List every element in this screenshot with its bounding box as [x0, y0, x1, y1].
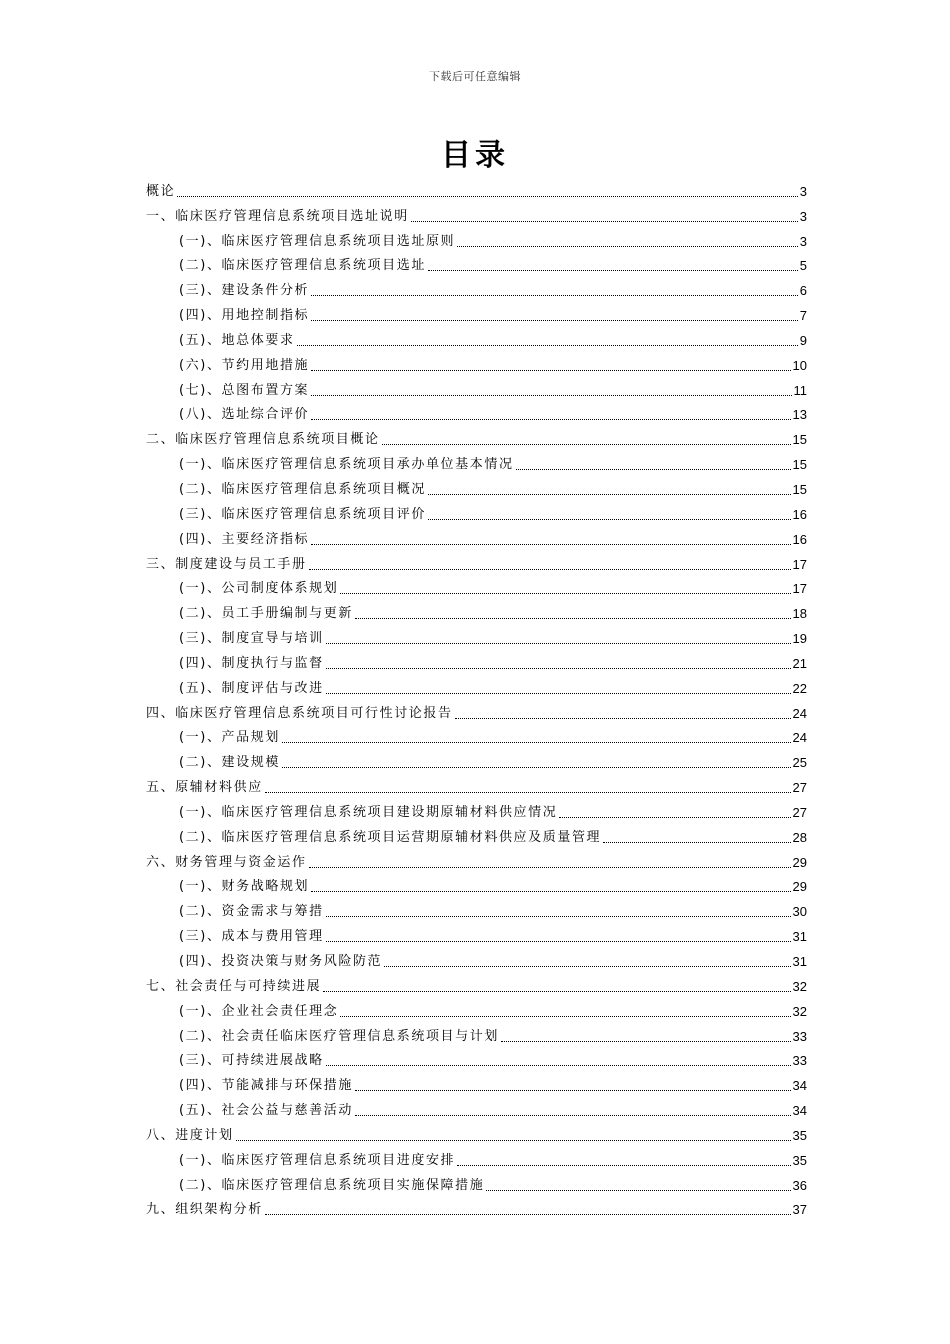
toc-entry-label: (三)、临床医疗管理信息系统项目评价 — [179, 506, 426, 522]
toc-entry[interactable] — [146, 1095, 807, 1120]
toc-entry-page-number: 24 — [792, 730, 807, 746]
toc-dot-leader — [311, 419, 790, 420]
toc-dot-leader — [384, 966, 790, 967]
toc-entry-label: (四)、投资决策与财务风险防范 — [179, 954, 383, 969]
toc-dot-leader — [311, 370, 790, 371]
toc-entry[interactable] — [146, 226, 807, 251]
toc-entry-page-number: 16 — [792, 531, 807, 547]
toc-entry[interactable] — [146, 400, 807, 425]
toc-entry-label: (一)、公司制度体系规划 — [179, 581, 339, 597]
table-of-contents — [146, 176, 807, 1219]
toc-entry[interactable] — [146, 946, 807, 971]
toc-entry-label: (二)、社会责任临床医疗管理信息系统项目与计划 — [179, 1028, 499, 1044]
toc-entry-page-number: 3 — [799, 233, 807, 249]
toc-entry-label: (三)、成本与费用管理 — [179, 929, 324, 945]
toc-entry[interactable] — [146, 1170, 807, 1195]
toc-entry-label: (一)、临床医疗管理信息系统项目承办单位基本情况 — [179, 457, 514, 473]
toc-entry-page-number: 15 — [792, 481, 807, 497]
toc-entry-page-number: 7 — [799, 308, 807, 324]
toc-entry[interactable] — [146, 549, 807, 574]
toc-entry-page-number: 18 — [792, 606, 807, 622]
toc-dot-leader — [428, 519, 791, 520]
toc-entry-page-number: 27 — [792, 804, 807, 820]
toc-entry-page-number: 3 — [799, 183, 807, 199]
toc-entry[interactable] — [146, 499, 807, 524]
toc-entry-page-number: 9 — [799, 332, 807, 348]
toc-dot-leader — [455, 718, 791, 719]
toc-dot-leader — [311, 891, 790, 892]
toc-dot-leader — [411, 221, 798, 222]
header-note: 下载后可任意编辑 — [429, 70, 521, 83]
page-title: 目录 — [441, 138, 509, 173]
toc-entry-label: (五)、社会公益与慈善活动 — [179, 1103, 353, 1119]
toc-entry-label: (四)、用地控制指标 — [179, 308, 310, 324]
toc-entry-label: 七、社会责任与可持续进展 — [146, 978, 322, 994]
toc-entry-label: 六、财务管理与资金运作 — [146, 854, 307, 870]
toc-dot-leader — [516, 469, 791, 470]
toc-entry[interactable] — [146, 996, 807, 1021]
toc-entry-page-number: 36 — [792, 1177, 807, 1193]
toc-entry[interactable] — [146, 847, 807, 872]
toc-entry-label: (二)、员工手册编制与更新 — [179, 606, 353, 622]
toc-dot-leader — [457, 1165, 790, 1166]
toc-entry[interactable] — [146, 1021, 807, 1046]
toc-entry-page-number: 15 — [792, 432, 807, 448]
toc-entry-label: (五)、制度评估与改进 — [179, 680, 324, 696]
toc-entry-page-number: 32 — [792, 1003, 807, 1019]
toc-entry-label: (二)、临床医疗管理信息系统项目运营期原辅材料供应及质量管理 — [179, 829, 602, 845]
toc-entry-page-number: 22 — [792, 680, 807, 696]
toc-entry-page-number: 30 — [792, 904, 807, 920]
toc-entry[interactable] — [146, 772, 807, 797]
toc-entry[interactable] — [146, 872, 807, 897]
toc-entry-label: (一)、临床医疗管理信息系统项目进度安排 — [179, 1152, 456, 1168]
toc-entry-label: (五)、地总体要求 — [179, 332, 295, 348]
toc-entry[interactable] — [146, 350, 807, 375]
toc-dot-leader — [355, 1115, 791, 1116]
toc-entry-page-number: 11 — [793, 382, 807, 398]
toc-entry-page-number: 35 — [792, 1127, 807, 1143]
toc-entry-label: (二)、临床医疗管理信息系统项目实施保障措施 — [179, 1177, 485, 1193]
toc-entry[interactable] — [146, 747, 807, 772]
toc-entry-label: (二)、临床医疗管理信息系统项目选址 — [179, 258, 426, 274]
toc-dot-leader — [309, 569, 791, 570]
toc-entry-label: 八、进度计划 — [146, 1127, 234, 1143]
toc-dot-leader — [501, 1041, 791, 1042]
toc-dot-leader — [323, 991, 790, 992]
toc-entry-page-number: 17 — [792, 581, 807, 597]
toc-entry-label: (四)、制度执行与监督 — [179, 655, 324, 671]
toc-entry-page-number: 29 — [792, 854, 807, 870]
toc-entry[interactable] — [146, 797, 807, 822]
toc-entry-label: (二)、临床医疗管理信息系统项目概况 — [179, 481, 426, 497]
toc-entry[interactable] — [146, 449, 807, 474]
toc-dot-leader — [311, 395, 791, 396]
toc-entry-page-number: 27 — [792, 780, 807, 796]
toc-entry-label: (一)、临床医疗管理信息系统项目选址原则 — [179, 233, 456, 249]
toc-entry[interactable] — [146, 1145, 807, 1170]
toc-entry[interactable] — [146, 698, 807, 723]
toc-entry[interactable] — [146, 822, 807, 847]
toc-dot-leader — [486, 1190, 790, 1191]
toc-entry-page-number: 17 — [792, 556, 807, 572]
toc-entry[interactable] — [146, 574, 807, 599]
toc-dot-leader — [326, 668, 791, 669]
toc-entry-label: (六)、节约用地措施 — [179, 357, 310, 373]
toc-entry-label: 三、制度建设与员工手册 — [146, 556, 307, 572]
toc-entry-page-number: 24 — [792, 705, 807, 721]
toc-entry[interactable] — [146, 1046, 807, 1071]
toc-entry[interactable] — [146, 648, 807, 673]
toc-dot-leader — [559, 817, 790, 818]
toc-dot-leader — [382, 444, 791, 445]
toc-dot-leader — [297, 345, 798, 346]
toc-entry-label: (二)、建设规模 — [179, 755, 280, 771]
toc-dot-leader — [326, 916, 791, 917]
toc-dot-leader — [340, 593, 790, 594]
toc-dot-leader — [311, 320, 798, 321]
toc-entry-label: (一)、企业社会责任理念 — [179, 1003, 339, 1019]
toc-entry-label: (二)、资金需求与筹措 — [179, 904, 324, 920]
toc-entry-page-number: 21 — [792, 655, 807, 671]
toc-dot-leader — [311, 544, 790, 545]
toc-entry-page-number: 16 — [792, 506, 807, 522]
toc-entry-page-number: 6 — [799, 283, 807, 299]
toc-entry-label: (三)、制度宣导与培训 — [179, 631, 324, 647]
toc-entry[interactable] — [146, 921, 807, 946]
toc-dot-leader — [309, 867, 791, 868]
toc-entry[interactable] — [146, 598, 807, 623]
toc-dot-leader — [457, 246, 798, 247]
toc-entry[interactable] — [146, 971, 807, 996]
toc-entry-page-number: 10 — [792, 357, 807, 373]
toc-entry-page-number: 31 — [792, 929, 807, 945]
toc-entry[interactable] — [146, 375, 807, 400]
toc-entry-page-number: 32 — [792, 978, 807, 994]
toc-entry-label: 五、原辅材料供应 — [146, 780, 263, 796]
toc-entry-page-number: 5 — [799, 258, 807, 274]
toc-dot-leader — [355, 1090, 791, 1091]
toc-entry[interactable] — [146, 723, 807, 748]
toc-dot-leader — [326, 693, 791, 694]
toc-entry[interactable] — [146, 524, 807, 549]
toc-dot-leader — [603, 842, 790, 843]
toc-entry-label: (八)、选址综合评价 — [179, 407, 310, 423]
toc-dot-leader — [428, 494, 791, 495]
toc-dot-leader — [340, 1016, 790, 1017]
toc-entry-label: (一)、临床医疗管理信息系统项目建设期原辅材料供应情况 — [179, 804, 558, 820]
toc-dot-leader — [355, 618, 791, 619]
toc-dot-leader — [282, 742, 791, 743]
toc-dot-leader — [265, 1214, 791, 1215]
toc-entry-page-number: 25 — [792, 755, 807, 771]
toc-dot-leader — [265, 792, 791, 793]
toc-dot-leader — [236, 1140, 791, 1141]
toc-entry[interactable] — [146, 325, 807, 350]
toc-entry[interactable] — [146, 673, 807, 698]
toc-entry-page-number: 19 — [792, 631, 807, 647]
toc-entry-page-number: 33 — [792, 1053, 807, 1069]
toc-entry[interactable] — [146, 1120, 807, 1145]
toc-dot-leader — [428, 270, 798, 271]
toc-entry-label: (四)、主要经济指标 — [179, 531, 310, 547]
toc-entry-page-number: 35 — [792, 1152, 807, 1168]
toc-entry[interactable] — [146, 1070, 807, 1095]
toc-entry-label: 四、临床医疗管理信息系统项目可行性讨论报告 — [146, 705, 453, 721]
toc-entry-page-number: 31 — [792, 954, 807, 969]
toc-entry-label: (三)、建设条件分析 — [179, 283, 310, 299]
toc-entry-page-number: 28 — [792, 829, 807, 845]
toc-dot-leader — [326, 1065, 791, 1066]
toc-entry[interactable] — [146, 623, 807, 648]
toc-entry[interactable] — [146, 424, 807, 449]
toc-entry-label: (一)、产品规划 — [179, 730, 280, 746]
toc-entry-label: 二、临床医疗管理信息系统项目概论 — [146, 432, 380, 448]
toc-dot-leader — [326, 941, 791, 942]
toc-entry[interactable] — [146, 300, 807, 325]
toc-dot-leader — [177, 196, 798, 197]
toc-entry-page-number: 3 — [799, 208, 807, 224]
toc-entry-page-number: 34 — [792, 1103, 807, 1119]
toc-entry-label: 九、组织架构分析 — [146, 1202, 263, 1218]
toc-entry-page-number: 15 — [792, 457, 807, 473]
toc-dot-leader — [311, 295, 798, 296]
toc-entry-label: (一)、财务战略规划 — [179, 879, 310, 895]
toc-entry-page-number: 13 — [792, 407, 807, 423]
toc-entry[interactable] — [146, 251, 807, 276]
toc-entry-page-number: 34 — [792, 1078, 807, 1094]
toc-entry-page-number: 37 — [792, 1202, 807, 1218]
toc-dot-leader — [282, 767, 791, 768]
toc-entry-label: 一、临床医疗管理信息系统项目选址说明 — [146, 208, 409, 224]
toc-entry[interactable] — [146, 896, 807, 921]
toc-entry[interactable] — [146, 275, 807, 300]
toc-entry-label: (四)、节能减排与环保措施 — [179, 1078, 353, 1094]
toc-entry-label: (七)、总图布置方案 — [179, 382, 310, 398]
toc-entry-page-number: 33 — [792, 1028, 807, 1044]
toc-dot-leader — [326, 643, 791, 644]
toc-entry-label: (三)、可持续进展战略 — [179, 1053, 324, 1069]
toc-entry[interactable] — [146, 176, 807, 201]
toc-entry[interactable] — [146, 1195, 807, 1220]
toc-entry[interactable] — [146, 474, 807, 499]
toc-entry[interactable] — [146, 201, 807, 226]
toc-entry-page-number: 29 — [792, 879, 807, 895]
toc-entry-label: 概论 — [146, 183, 176, 199]
